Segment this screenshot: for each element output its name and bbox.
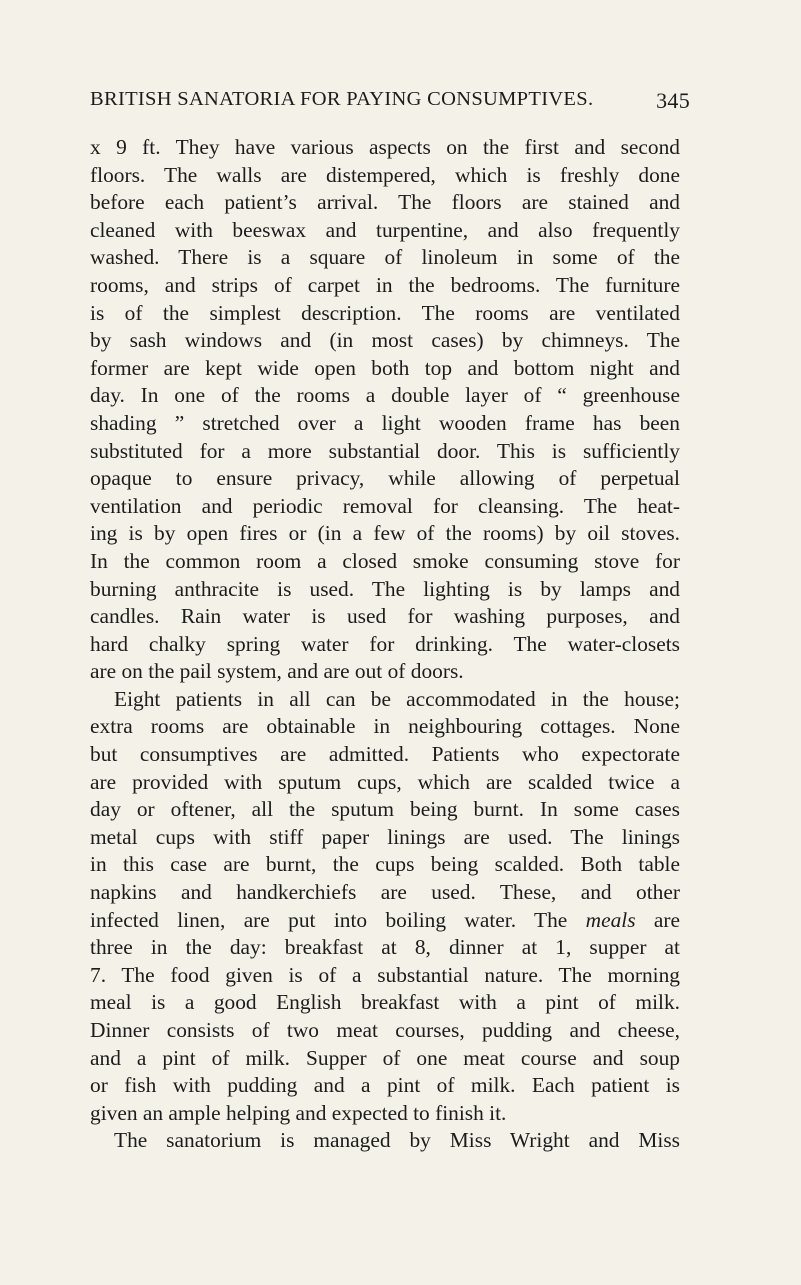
- text-line: are provided with sputum cups, which are scalded twice a: [90, 769, 680, 794]
- text-line: is of the simplest description. The rooms are ventilated: [90, 300, 680, 325]
- text-line: Eight patients in all can be accommodated in the house;: [114, 686, 680, 711]
- text-line: x 9 ft. They have various aspects on the first and second: [90, 135, 680, 159]
- text-line: given an ample helping and expected to finish it.: [90, 1100, 507, 1125]
- text-line: day or oftener, all the sputum being burnt. In some cases: [90, 797, 680, 822]
- text-line: In the common room a closed smoke consuming stove for: [90, 548, 680, 573]
- text-line: rooms, and strips of carpet in the bedrooms. The furniture: [90, 272, 680, 297]
- text-line: floors. The walls are distempered, which is freshly done: [90, 162, 680, 187]
- paragraph: [90, 686, 680, 1128]
- text-line: substituted for a more substantial door. This is sufficiently: [90, 438, 680, 463]
- text-line: before each patient’s arrival. The floors are stained and: [90, 190, 680, 215]
- text-line: three in the day: breakfast at 8, dinner at 1, supper at: [90, 935, 680, 960]
- text-line: The sanatorium is managed by Miss Wright and Miss: [114, 1128, 680, 1153]
- paragraph: [90, 134, 680, 686]
- text-line: are on the pail system, and are out of doors.: [90, 659, 464, 684]
- text-line: ing is by open fires or (in a few of the rooms) by oil stoves.: [90, 521, 680, 546]
- text-segment: infected linen, are put into boiling water. The: [90, 907, 586, 932]
- text-line: meal is a good English breakfast with a pint of milk.: [90, 990, 680, 1015]
- text-line: Dinner consists of two meat courses, pudding and cheese,: [90, 1018, 680, 1042]
- text-line: by sash windows and (in most cases) by chimneys. The: [90, 328, 680, 353]
- text-line-with-italic: [90, 907, 680, 935]
- text-line: washed. There is a square of linoleum in some of the: [90, 245, 680, 270]
- text-line: 7. The food given is of a substantial nature. The morning: [90, 962, 680, 987]
- text-segment: are: [635, 907, 680, 932]
- text-line: cleaned with beeswax and turpentine, and also frequently: [90, 217, 680, 242]
- italic-word: meals: [585, 907, 636, 932]
- text-line: napkins and handkerchiefs are used. These, and other: [90, 880, 680, 905]
- text-line: hard chalky spring water for drinking. The water-closets: [90, 631, 680, 656]
- text-line: extra rooms are obtainable in neighbouring cottages. None: [90, 714, 680, 739]
- text-line: shading ” stretched over a light wooden frame has been: [90, 410, 680, 435]
- page-header: [90, 88, 690, 114]
- text-line: opaque to ensure privacy, while allowing of perpetual: [90, 466, 680, 491]
- body-text: [90, 134, 680, 1155]
- text-line: and a pint of milk. Supper of one meat course and soup: [90, 1045, 680, 1070]
- paragraph: [90, 1127, 680, 1155]
- text-line: but consumptives are admitted. Patients who expectorate: [90, 742, 680, 767]
- text-line: in this case are burnt, the cups being scalded. Both table: [90, 852, 680, 877]
- text-line: ventilation and periodic removal for cleansing. The heat-: [90, 493, 680, 518]
- page-number: 345: [656, 88, 690, 113]
- text-line: former are kept wide open both top and bottom night and: [90, 355, 680, 380]
- running-head: BRITISH SANATORIA FOR PAYING CONSUMPTIVES.: [90, 88, 594, 110]
- text-line: burning anthracite is used. The lighting is by lamps and: [90, 576, 680, 601]
- text-line: candles. Rain water is used for washing purposes, and: [90, 604, 680, 629]
- text-line: metal cups with stiff paper linings are used. The linings: [90, 824, 680, 849]
- text-line: day. In one of the rooms a double layer of “ greenhouse: [90, 383, 680, 408]
- text-line: or fish with pudding and a pint of milk. Each patient is: [90, 1073, 680, 1098]
